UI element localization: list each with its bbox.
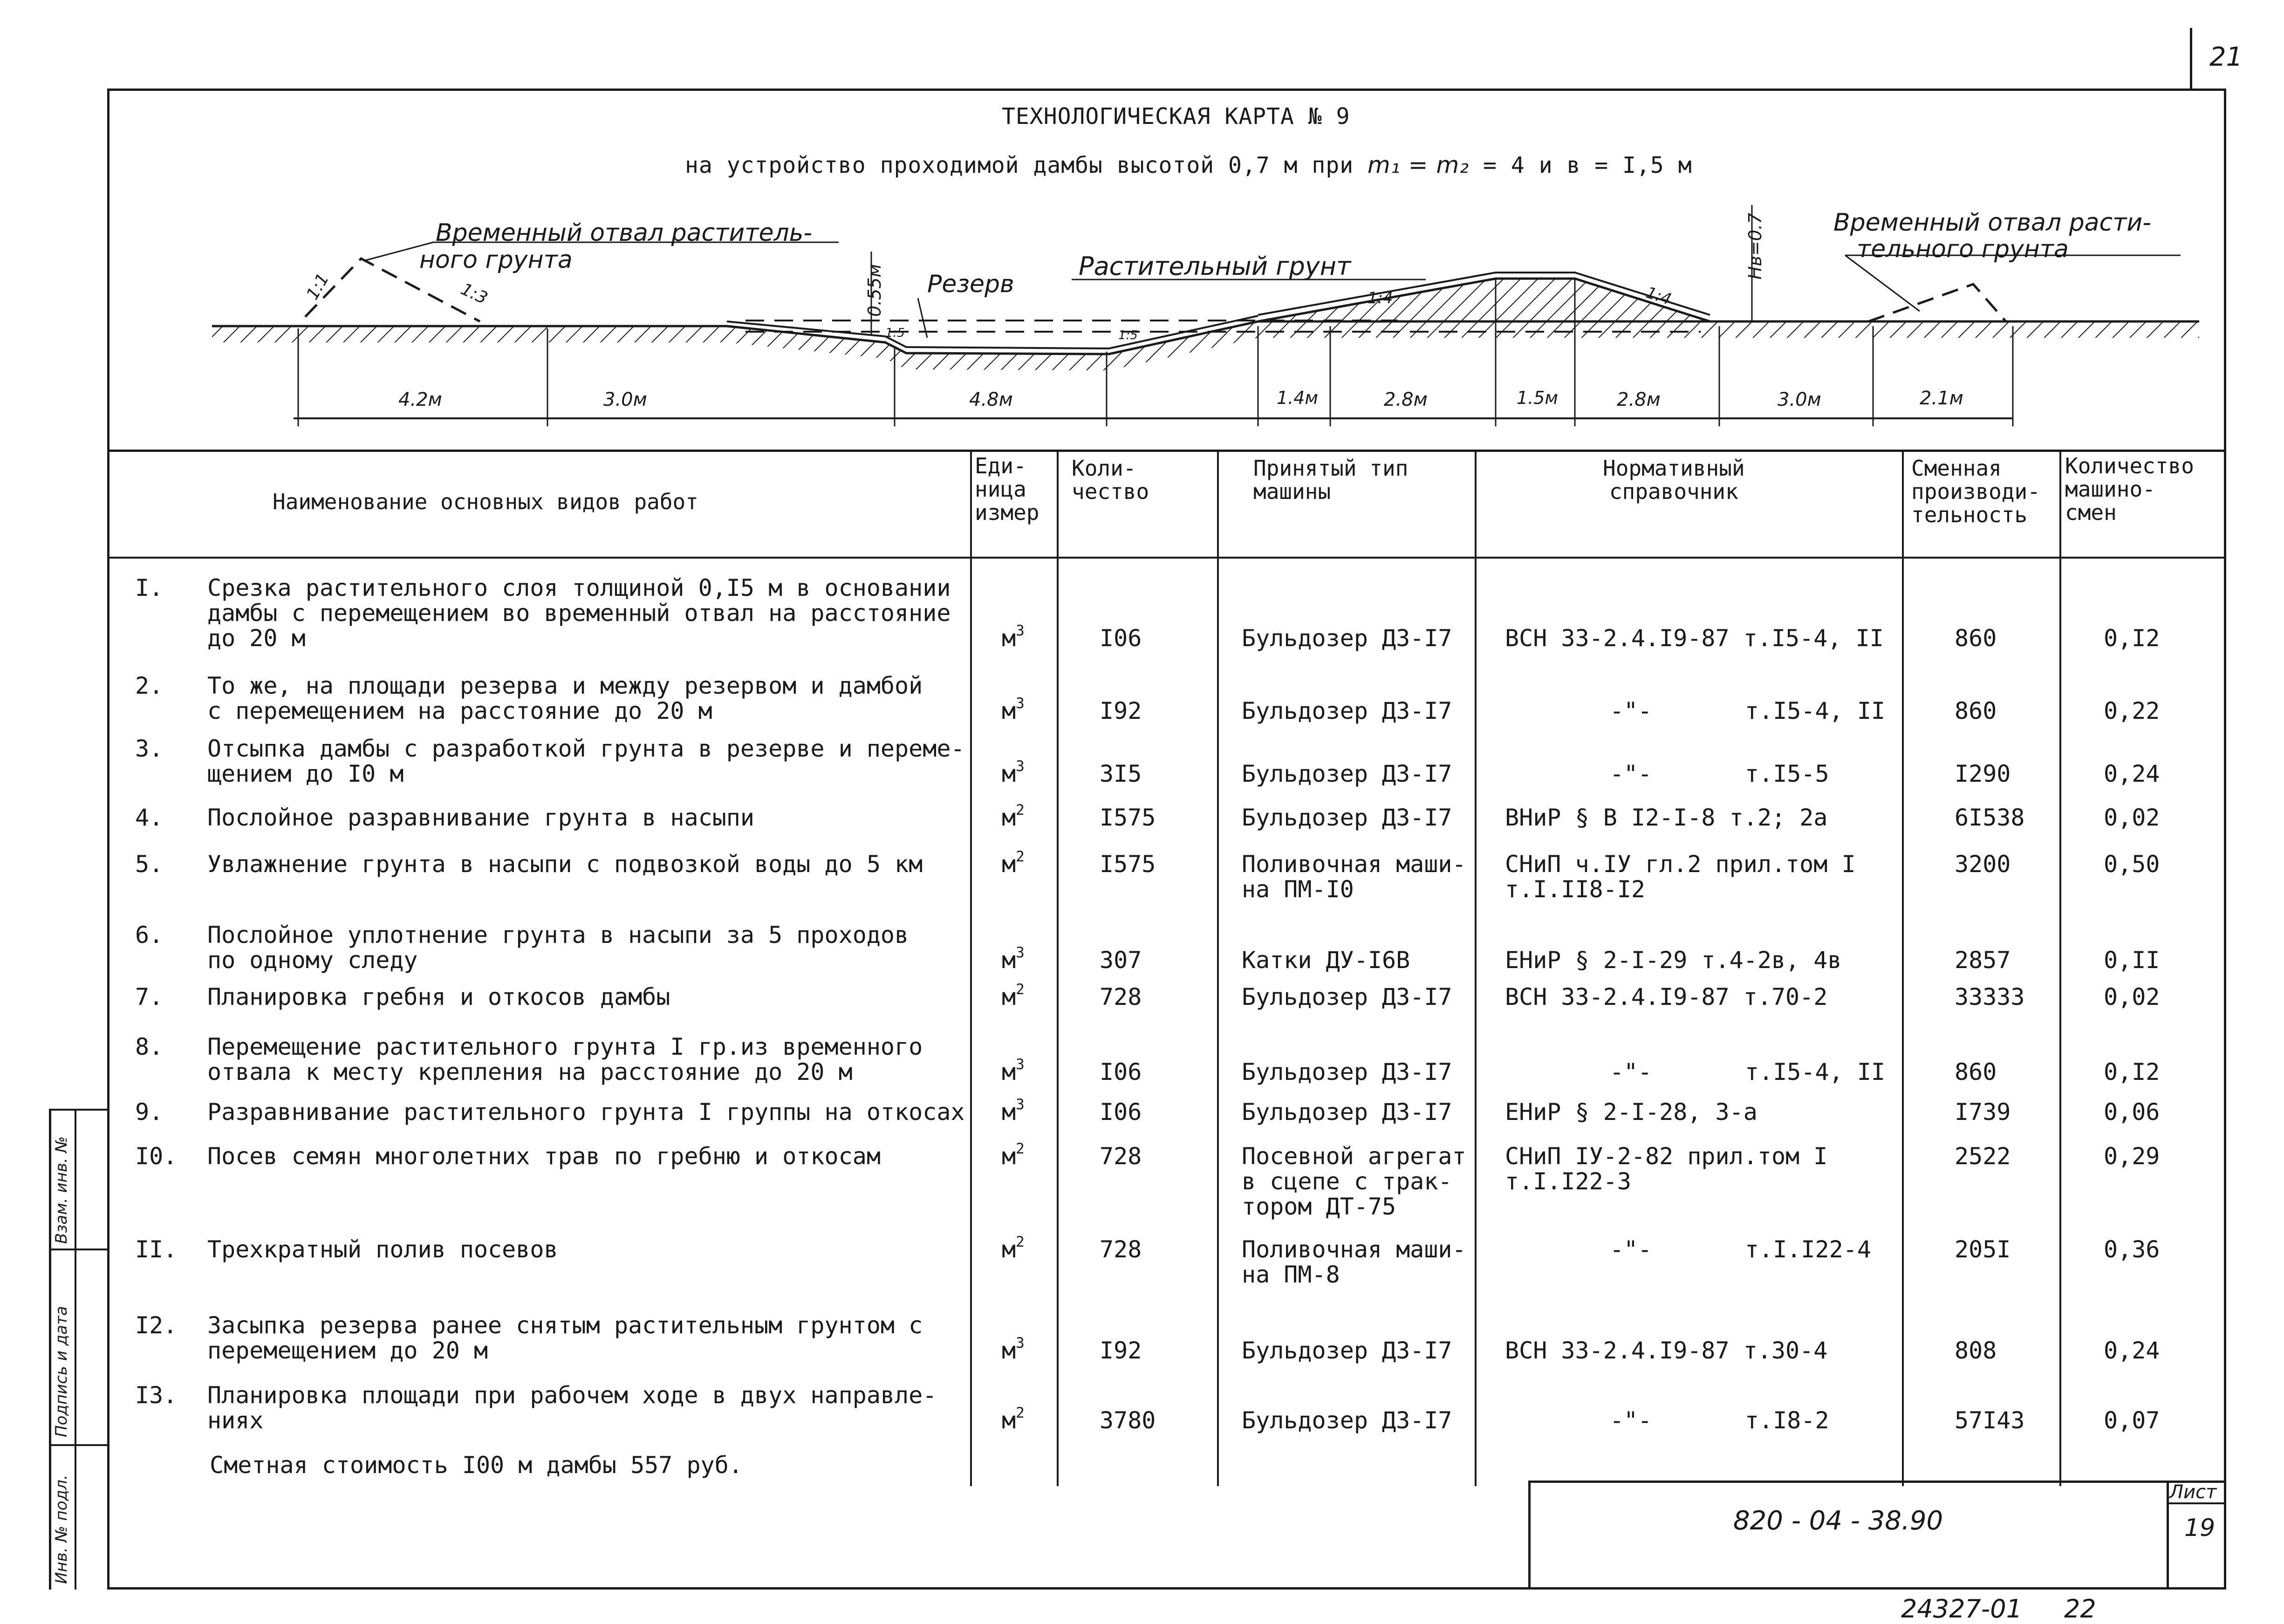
- header-shifts-line: Количество: [2065, 453, 2194, 478]
- unit-power: 3: [1016, 1056, 1025, 1073]
- dim-label: 2.8м: [1384, 389, 1428, 410]
- quantity-cell: I92: [1100, 697, 1142, 724]
- machine-line: Бульдозер ДЗ-I7: [1242, 804, 1452, 831]
- dim-label: 2.8м: [1617, 389, 1661, 410]
- unit-base: м: [1002, 1143, 1016, 1170]
- machine-shifts-cell: 0,II: [2104, 947, 2160, 974]
- header-productivity: [1911, 457, 2040, 526]
- unit-base: м: [1002, 697, 1016, 724]
- table-top-rule: [107, 450, 2226, 452]
- unit-base: м: [1002, 760, 1016, 787]
- slope-label-1-3: 1:3: [458, 280, 491, 308]
- subtitle-pre: на устройство проходимой дамбы высотой 0,7 м при: [685, 152, 1368, 178]
- col-divider: [1902, 450, 1904, 1486]
- machine-line: Бульдозер ДЗ-I7: [1242, 760, 1452, 787]
- productivity-cell: 860: [1955, 697, 1997, 724]
- header-productivity-line: тельность: [1911, 502, 2028, 527]
- machine-shifts-cell: 0,I2: [2104, 625, 2160, 652]
- unit-power: 3: [1016, 944, 1025, 961]
- machine-line: Бульдозер ДЗ-I7: [1242, 1337, 1452, 1364]
- quantity-cell: I06: [1100, 1099, 1142, 1126]
- work-name-line: Разравнивание растительного грунта I группы на откосах: [207, 1099, 965, 1126]
- stamp-top: [1528, 1481, 2225, 1483]
- reference-ditto: -"-: [1610, 1236, 1652, 1263]
- frame-bottom: [107, 1587, 2226, 1590]
- side-strip-mid: [75, 1109, 76, 1590]
- work-name-line: Отсыпка дамбы с разработкой грунта в резерве и переме-: [207, 735, 965, 762]
- machine-line: на ПМ-8: [1242, 1261, 1340, 1288]
- quantity-cell: 728: [1100, 1143, 1142, 1170]
- unit-power: 2: [1016, 801, 1025, 819]
- work-name-line: до 20 м: [207, 625, 306, 652]
- machine-shifts-cell: 0,36: [2104, 1236, 2160, 1263]
- work-name-line: Засыпка резерва ранее снятым растительным грунтом с: [207, 1312, 923, 1339]
- side-label-inventory: Инв. № подл.: [52, 1474, 71, 1584]
- machine-line: Бульдозер ДЗ-I7: [1242, 983, 1452, 1010]
- work-name-line: Срезка растительного слоя толщиной 0,I5 м в основании: [207, 574, 951, 601]
- reference-table: т.I5-4, II: [1745, 1058, 1886, 1085]
- label-plant-soil: Растительный грунт: [1079, 252, 1351, 281]
- machine-shifts-cell: 0,02: [2104, 983, 2160, 1010]
- header-reference-line: справочник: [1609, 479, 1738, 504]
- dim-label: 3.0м: [1778, 389, 1821, 410]
- page-title: ТЕХНОЛОГИЧЕСКАЯ КАРТА № 9: [1002, 103, 1350, 130]
- row-number: I0.: [135, 1143, 178, 1170]
- row-number: II.: [135, 1236, 178, 1263]
- header-unit-line: Еди-: [975, 453, 1026, 478]
- header-unit: [975, 454, 1039, 524]
- slope-label-1-5-left: 1:5: [885, 326, 905, 340]
- quantity-cell: 307: [1100, 947, 1142, 974]
- stamp-doc-code: 820 - 04 - 38.90: [1733, 1506, 1943, 1536]
- machine-shifts-cell: 0,07: [2104, 1407, 2160, 1434]
- header-quantity-line: Коли-: [1072, 456, 1136, 481]
- quantity-cell: 3I5: [1100, 760, 1142, 787]
- work-name-line: Увлажнение грунта в насыпи с подвозкой воды до 5 км: [207, 851, 923, 878]
- header-unit-line: ница: [975, 477, 1026, 502]
- productivity-cell: 860: [1955, 625, 1997, 652]
- machine-line: Бульдозер ДЗ-I7: [1242, 625, 1452, 652]
- unit-cell: [1002, 1096, 1025, 1126]
- side-strip-top: [49, 1109, 109, 1111]
- unit-base: м: [1002, 947, 1016, 974]
- ground-hatch: [212, 321, 2199, 370]
- stamp-left: [1528, 1481, 1531, 1590]
- unit-cell: [1002, 801, 1025, 831]
- unit-cell: [1002, 1404, 1025, 1434]
- unit-cell: [1002, 944, 1025, 974]
- reference-text: т.I.I22-3: [1505, 1168, 1631, 1195]
- row-number: 6.: [135, 921, 164, 948]
- slope-label-1-5-right: 1:5: [1118, 328, 1138, 342]
- unit-cell: [1002, 757, 1025, 787]
- label-right-spoil-1: Временный отвал расти-: [1833, 209, 2151, 237]
- row-number: 2.: [135, 672, 164, 699]
- unit-power: 3: [1016, 622, 1025, 639]
- quantity-cell: I575: [1100, 851, 1156, 878]
- header-machine: [1253, 457, 1408, 503]
- reference-ditto: -"-: [1610, 1058, 1652, 1085]
- work-name-line: Посев семян многолетних трав по гребню и откосам: [207, 1143, 881, 1170]
- unit-cell: [1002, 1334, 1025, 1364]
- unit-power: 2: [1016, 1233, 1025, 1250]
- dim-label: 2.1м: [1920, 388, 1963, 409]
- header-reference-line: Нормативный: [1603, 456, 1745, 481]
- unit-cell: [1002, 1233, 1025, 1263]
- col-divider: [1217, 450, 1219, 1486]
- col-divider: [1057, 450, 1059, 1486]
- machine-line: в сцепе с трак-: [1242, 1168, 1452, 1195]
- label-right-spoil-2: тельного грунта: [1857, 235, 2069, 263]
- quantity-cell: I575: [1100, 804, 1156, 831]
- label-reserve-depth: 0.55м: [864, 264, 885, 317]
- header-quantity-line: чество: [1072, 479, 1149, 504]
- col-divider: [2059, 450, 2061, 1486]
- productivity-cell: 860: [1955, 1058, 1997, 1085]
- header-productivity-line: Сменная: [1911, 456, 2002, 481]
- leader-right: [1845, 255, 1920, 311]
- machine-line: Бульдозер ДЗ-I7: [1242, 1407, 1452, 1434]
- quantity-cell: 3780: [1100, 1407, 1156, 1434]
- reference-table: т.I5-4, II: [1745, 697, 1886, 724]
- dim-label: 1.5м: [1517, 388, 1559, 408]
- side-strip-rule: [49, 1444, 109, 1446]
- machine-shifts-cell: 0,I2: [2104, 1058, 2160, 1085]
- productivity-cell: 6I538: [1955, 804, 2025, 831]
- subtitle-formula: m₁ = m₂: [1368, 151, 1470, 178]
- unit-power: 3: [1016, 757, 1025, 775]
- header-productivity-line: производи-: [1911, 479, 2040, 504]
- machine-line: Бульдозер ДЗ-I7: [1242, 697, 1452, 724]
- header-shifts-line: машино-: [2065, 477, 2155, 502]
- reference-text: ВСН 33-2.4.I9-87 т.30-4: [1505, 1337, 1828, 1364]
- dim-label: 3.0м: [603, 389, 647, 410]
- reference-text: ВНиР § В I2-I-8 т.2; 2а: [1505, 804, 1828, 831]
- label-dam-height: Hв=0.7: [1745, 212, 1765, 280]
- unit-cell: [1002, 622, 1025, 652]
- right-spoil-heap: [1868, 284, 2006, 321]
- stamp-sheet-left: [2167, 1481, 2169, 1590]
- row-number: 9.: [135, 1099, 164, 1126]
- unit-base: м: [1002, 983, 1016, 1010]
- row-number: I.: [135, 574, 164, 601]
- row-number: 7.: [135, 983, 164, 1010]
- machine-shifts-cell: 0,24: [2104, 1337, 2160, 1364]
- dam-body: [1258, 279, 1710, 321]
- reference-ditto: -"-: [1610, 760, 1652, 787]
- productivity-cell: I290: [1955, 760, 2011, 787]
- machine-line: Бульдозер ДЗ-I7: [1242, 1058, 1452, 1085]
- side-label-signature: Подпись и дата: [52, 1306, 71, 1437]
- bottom-code: 24327-01: [1901, 1594, 2022, 1624]
- dim-label: 1.4м: [1277, 388, 1319, 408]
- slope-label-1-4-left: 1:4: [1368, 289, 1393, 307]
- unit-cell: [1002, 848, 1025, 878]
- bottom-number: 22: [2064, 1594, 2096, 1624]
- row-number: 5.: [135, 851, 164, 878]
- reference-ditto: -"-: [1610, 1407, 1652, 1434]
- reference-text: ЕНиР § 2-I-28, 3-а: [1505, 1099, 1757, 1126]
- unit-base: м: [1002, 804, 1016, 831]
- unit-base: м: [1002, 851, 1016, 878]
- work-name-line: Трехкратный полив посевов: [207, 1236, 558, 1263]
- reference-table: т.I8-2: [1745, 1407, 1829, 1434]
- productivity-cell: 33333: [1955, 983, 2025, 1010]
- work-name-line: Планировка площади при рабочем ходе в двух направле-: [207, 1382, 937, 1409]
- slope-label-1-4-right: 1:4: [1643, 283, 1674, 309]
- unit-power: 3: [1016, 1096, 1025, 1113]
- label-left-spoil-1: Временный отвал раститель-: [436, 219, 813, 247]
- unit-power: 3: [1016, 695, 1025, 712]
- machine-shifts-cell: 0,06: [2104, 1099, 2160, 1126]
- machine-line: тором ДТ-75: [1242, 1193, 1396, 1220]
- stamp-sheet-label: Лист: [2169, 1481, 2217, 1503]
- machine-shifts-cell: 0,29: [2104, 1143, 2160, 1170]
- header-reference: [1603, 457, 1745, 503]
- unit-cell: [1002, 981, 1025, 1010]
- quantity-cell: 728: [1100, 983, 1142, 1010]
- dim-label: 4.8м: [969, 389, 1013, 410]
- machine-line: Катки ДУ-I6В: [1242, 947, 1410, 974]
- unit-base: м: [1002, 625, 1016, 652]
- machine-line: на ПМ-I0: [1242, 876, 1354, 903]
- col-divider: [970, 450, 972, 1486]
- col-divider: [1475, 450, 1477, 1486]
- table-header-rule: [107, 557, 2226, 559]
- work-name-line: ниях: [207, 1407, 264, 1434]
- header-shifts-line: смен: [2065, 500, 2117, 525]
- machine-shifts-cell: 0,22: [2104, 697, 2160, 724]
- unit-power: 2: [1016, 1404, 1025, 1421]
- label-reserve: Резерв: [927, 270, 1014, 298]
- unit-base: м: [1002, 1407, 1016, 1434]
- row-number: 4.: [135, 804, 164, 831]
- machine-shifts-cell: 0,24: [2104, 760, 2160, 787]
- quantity-cell: I06: [1100, 625, 1142, 652]
- unit-power: 2: [1016, 1140, 1025, 1157]
- header-quantity: [1072, 457, 1149, 503]
- work-name-line: щением до I0 м: [207, 760, 404, 787]
- reference-ditto: -"-: [1610, 697, 1652, 724]
- unit-cell: [1002, 1140, 1025, 1170]
- productivity-cell: 2857: [1955, 947, 2011, 974]
- header-machine-shifts: [2065, 454, 2194, 524]
- work-name-line: отвала к месту крепления на расстояние до 20 м: [207, 1058, 853, 1085]
- productivity-cell: 205I: [1955, 1236, 2011, 1263]
- productivity-cell: 2522: [1955, 1143, 2011, 1170]
- machine-line: Посевной агрегат: [1242, 1143, 1466, 1170]
- unit-base: м: [1002, 1099, 1016, 1126]
- row-number: I3.: [135, 1382, 178, 1409]
- reference-table: т.I5-5: [1745, 760, 1829, 787]
- cost-note: Сметная стоимость I00 м дамбы 557 руб.: [210, 1452, 743, 1479]
- productivity-cell: 57I43: [1955, 1407, 2025, 1434]
- unit-cell: [1002, 1056, 1025, 1085]
- label-left-spoil-2: ного грунта: [419, 246, 573, 274]
- slope-label-1-1: 1:1: [303, 270, 333, 303]
- work-name-line: дамбы с перемещением во временный отвал на расстояние: [207, 600, 951, 627]
- work-name-line: по одному следу: [207, 947, 418, 974]
- machine-shifts-cell: 0,02: [2104, 804, 2160, 831]
- row-number: 3.: [135, 735, 164, 762]
- machine-shifts-cell: 0,50: [2104, 851, 2160, 878]
- dim-label: 4.2м: [398, 389, 442, 410]
- productivity-cell: I739: [1955, 1099, 2011, 1126]
- unit-power: 3: [1016, 1334, 1025, 1351]
- header-work-name: Наименование основных видов работ: [273, 489, 698, 514]
- reference-table: т.I.I22-4: [1745, 1236, 1871, 1263]
- productivity-cell: 808: [1955, 1337, 1997, 1364]
- quantity-cell: I92: [1100, 1337, 1142, 1364]
- row-number: I2.: [135, 1312, 178, 1339]
- reference-text: СНиП IУ-2-82 прил.том I: [1505, 1143, 1828, 1170]
- row-number: 8.: [135, 1033, 164, 1060]
- header-machine-line: машины: [1253, 479, 1331, 504]
- stamp-sheet-number: 19: [2184, 1514, 2216, 1542]
- unit-base: м: [1002, 1236, 1016, 1263]
- work-name-line: с перемещением на расстояние до 20 м: [207, 697, 712, 724]
- machine-line: Поливочная маши-: [1242, 851, 1466, 878]
- reference-text: т.I.II8-I2: [1505, 876, 1646, 903]
- header-unit-line: измер: [975, 500, 1039, 525]
- side-strip-left: [49, 1109, 51, 1590]
- quantity-cell: I06: [1100, 1058, 1142, 1085]
- reference-text: СНиП ч.IУ гл.2 прил.том I: [1505, 851, 1856, 878]
- unit-cell: [1002, 695, 1025, 724]
- reference-text: ВСН 33-2.4.I9-87 т.I5-4, II: [1505, 625, 1884, 652]
- work-name-line: Планировка гребня и откосов дамбы: [207, 983, 670, 1010]
- quantity-cell: 728: [1100, 1236, 1142, 1263]
- header-machine-line: Принятый тип: [1253, 456, 1409, 481]
- work-name-line: То же, на площади резерва и между резервом и дамбой: [207, 672, 923, 699]
- machine-line: Поливочная маши-: [1242, 1236, 1466, 1263]
- unit-base: м: [1002, 1337, 1016, 1364]
- unit-base: м: [1002, 1058, 1016, 1085]
- page-number: 21: [2209, 42, 2243, 72]
- work-name-line: перемещением до 20 м: [207, 1337, 488, 1364]
- reference-text: ВСН 33-2.4.I9-87 т.70-2: [1505, 983, 1828, 1010]
- side-label-replaced: Взам. инв. №: [52, 1136, 71, 1244]
- work-name-line: Послойное уплотнение грунта в насыпи за 5 проходов: [207, 921, 909, 948]
- machine-line: Бульдозер ДЗ-I7: [1242, 1099, 1452, 1126]
- subtitle-post: = 4 и в = I,5 м: [1469, 152, 1692, 178]
- productivity-cell: 3200: [1955, 851, 2011, 878]
- work-name-line: Послойное разравнивание грунта в насыпи: [207, 804, 754, 831]
- work-name-line: Перемещение растительного грунта I гр.из временного: [207, 1033, 923, 1060]
- unit-power: 2: [1016, 848, 1025, 865]
- unit-power: 2: [1016, 981, 1025, 998]
- reference-text: ЕНиР § 2-I-29 т.4-2в, 4в: [1505, 947, 1842, 974]
- side-strip-rule: [49, 1249, 109, 1250]
